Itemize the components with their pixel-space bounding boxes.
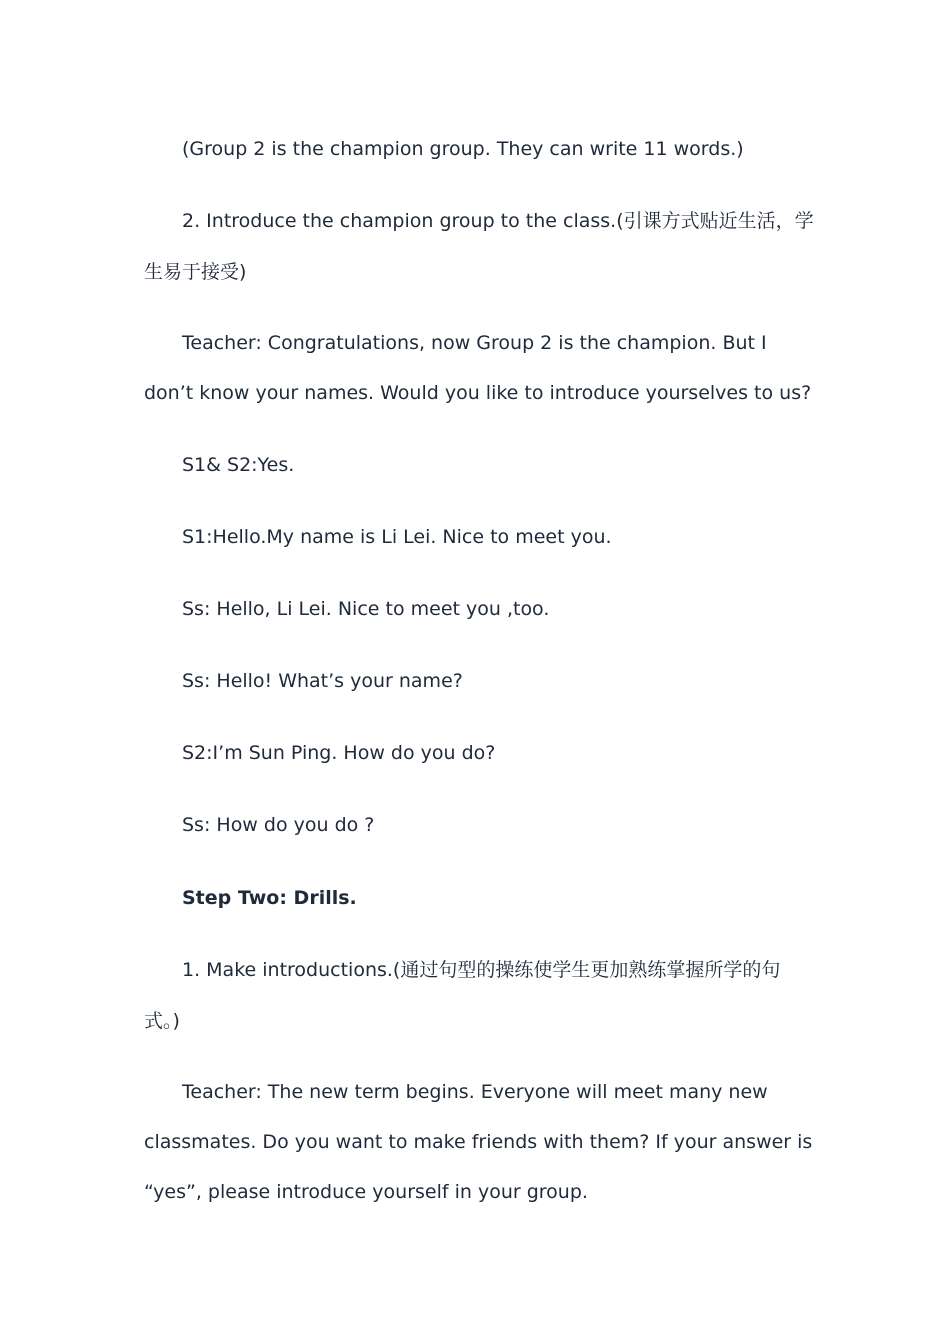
paragraph-line: 2. Introduce the champion group to the class.(引课方式贴近生活，学 [182,210,814,232]
paragraph-line: S1& S2:Yes. [182,454,295,476]
paragraph-line: S2:I’m Sun Ping. How do you do? [182,742,496,764]
paragraph-line: don’t know your names. Would you like to introduce yourselves to us? [144,382,812,404]
paragraph-line: Ss: Hello! What’s your name? [182,670,463,692]
paragraph-line: Ss: How do you do ? [182,814,375,836]
paragraph-line: classmates. Do you want to make friends with them? If your answer is [144,1131,813,1153]
section-heading: Step Two: Drills. [182,887,357,909]
paragraph-line: Teacher: The new term begins. Everyone will meet many new [182,1081,768,1103]
paragraph-line: 式。) [144,1010,180,1032]
paragraph-line: “yes”, please introduce yourself in your group. [144,1181,588,1203]
paragraph-line: Teacher: Congratulations, now Group 2 is the champion. But I [182,332,767,354]
paragraph-line: 生易于接受) [144,261,247,283]
paragraph-line: (Group 2 is the champion group. They can write 11 words.) [182,138,744,160]
paragraph-line: Ss: Hello, Li Lei. Nice to meet you ,too. [182,598,550,620]
paragraph-line: 1. Make introductions.(通过句型的操练使学生更加熟练掌握所学的句 [182,959,781,981]
paragraph-line: S1:Hello.My name is Li Lei. Nice to meet you. [182,526,612,548]
